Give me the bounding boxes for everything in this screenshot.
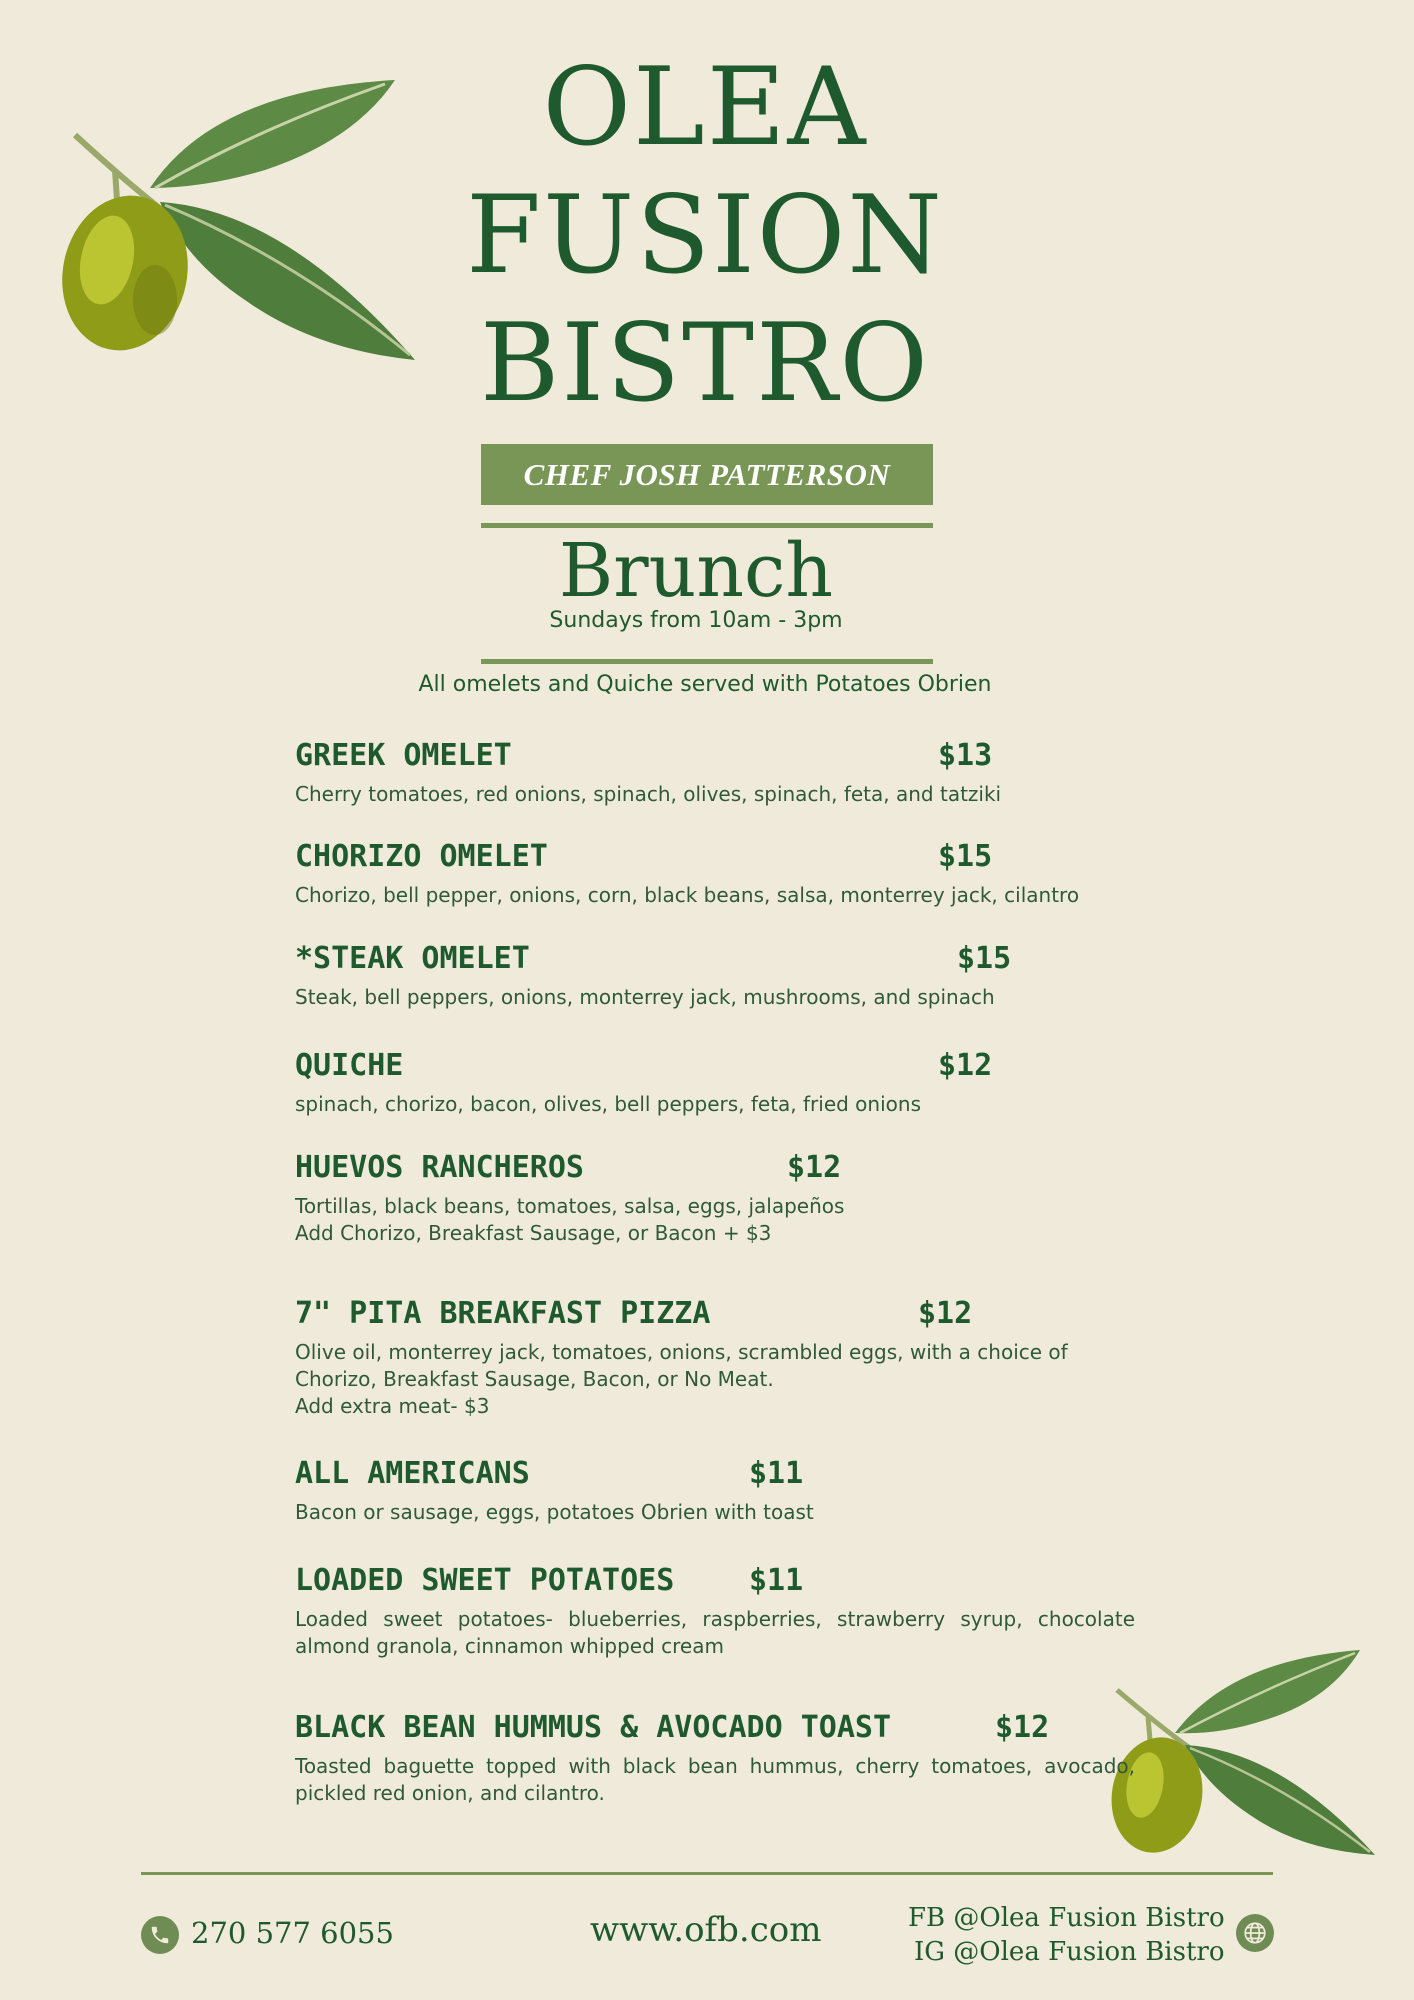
item-name: GREEK OMELET [295, 738, 512, 773]
item-description: Chorizo, Breakfast Sausage, Bacon, or No Meat. [295, 1367, 774, 1391]
menu-note: All omelets and Quiche served with Potatoes Obrien [418, 672, 992, 697]
service-hours: Sundays from 10am - 3pm [549, 608, 843, 633]
item-name: CHORIZO OMELET [295, 839, 548, 874]
item-name: *STEAK OMELET [295, 941, 530, 976]
item-price: $11 [749, 1456, 804, 1491]
item-price: $13 [938, 738, 993, 773]
item-description: Cherry tomatoes, red onions, spinach, olives, spinach, feta, and tatziki [295, 782, 1002, 806]
website-link[interactable]: www.ofb.com [590, 1910, 822, 1950]
item-name: BLACK BEAN HUMMUS & AVOCADO TOAST [295, 1710, 892, 1745]
phone-number[interactable]: 270 577 6055 [191, 1916, 394, 1950]
facebook-handle[interactable]: FB @Olea Fusion Bistro [908, 1903, 1225, 1933]
divider-bottom [481, 659, 933, 664]
item-name: HUEVOS RANCHEROS [295, 1150, 584, 1185]
item-price: $12 [918, 1296, 973, 1331]
item-price: $11 [749, 1563, 804, 1598]
item-price: $15 [938, 839, 993, 874]
item-price: $12 [787, 1150, 842, 1185]
item-description: spinach, chorizo, bacon, olives, bell peppers, feta, fried onions [295, 1092, 921, 1116]
restaurant-title-line-2: FUSION [466, 173, 944, 298]
item-description: Olive oil, monterrey jack, tomatoes, onions, scrambled eggs, with a choice of [295, 1340, 1068, 1364]
item-price: $12 [938, 1048, 993, 1083]
chef-banner: CHEF JOSH PATTERSON [481, 444, 933, 505]
restaurant-title-line-3: BISTRO [480, 301, 930, 426]
item-name: QUICHE [295, 1048, 404, 1083]
item-description: Tortillas, black beans, tomatoes, salsa, eggs, jalapeños [295, 1194, 845, 1218]
instagram-handle[interactable]: IG @Olea Fusion Bistro [914, 1937, 1225, 1967]
item-addon: Add Chorizo, Breakfast Sausage, or Bacon + $3 [295, 1221, 772, 1245]
item-description: Chorizo, bell pepper, onions, corn, black beans, salsa, monterrey jack, cilantro [295, 883, 1080, 907]
olive-branch-illustration-top [55, 70, 425, 370]
menu-title: Brunch [558, 528, 834, 614]
item-description: Loaded sweet potatoes- blueberries, raspberries, strawberry syrup, chocolate almond granola, cinnamon whipped cream [295, 1607, 1135, 1658]
item-description: Steak, bell peppers, onions, monterrey jack, mushrooms, and spinach [295, 985, 995, 1009]
item-price: $15 [957, 941, 1012, 976]
item-addon: Add extra meat- $3 [295, 1394, 490, 1418]
phone-icon [141, 1916, 179, 1954]
item-name: ALL AMERICANS [295, 1456, 530, 1491]
footer-divider [141, 1872, 1273, 1875]
item-name: LOADED SWEET POTATOES [295, 1563, 675, 1598]
item-description: Toasted baguette topped with black bean hummus, cherry tomatoes, avocado, pickled red onion, and cilantro. [295, 1754, 1135, 1805]
item-description: Bacon or sausage, eggs, potatoes Obrien with toast [295, 1500, 814, 1524]
olive-branch-illustration-bottom [1110, 1645, 1380, 1870]
globe-icon [1236, 1914, 1274, 1952]
restaurant-title-line-1: OLEA [542, 45, 868, 170]
item-name: 7" PITA BREAKFAST PIZZA [295, 1296, 711, 1331]
item-price: $12 [995, 1710, 1050, 1745]
